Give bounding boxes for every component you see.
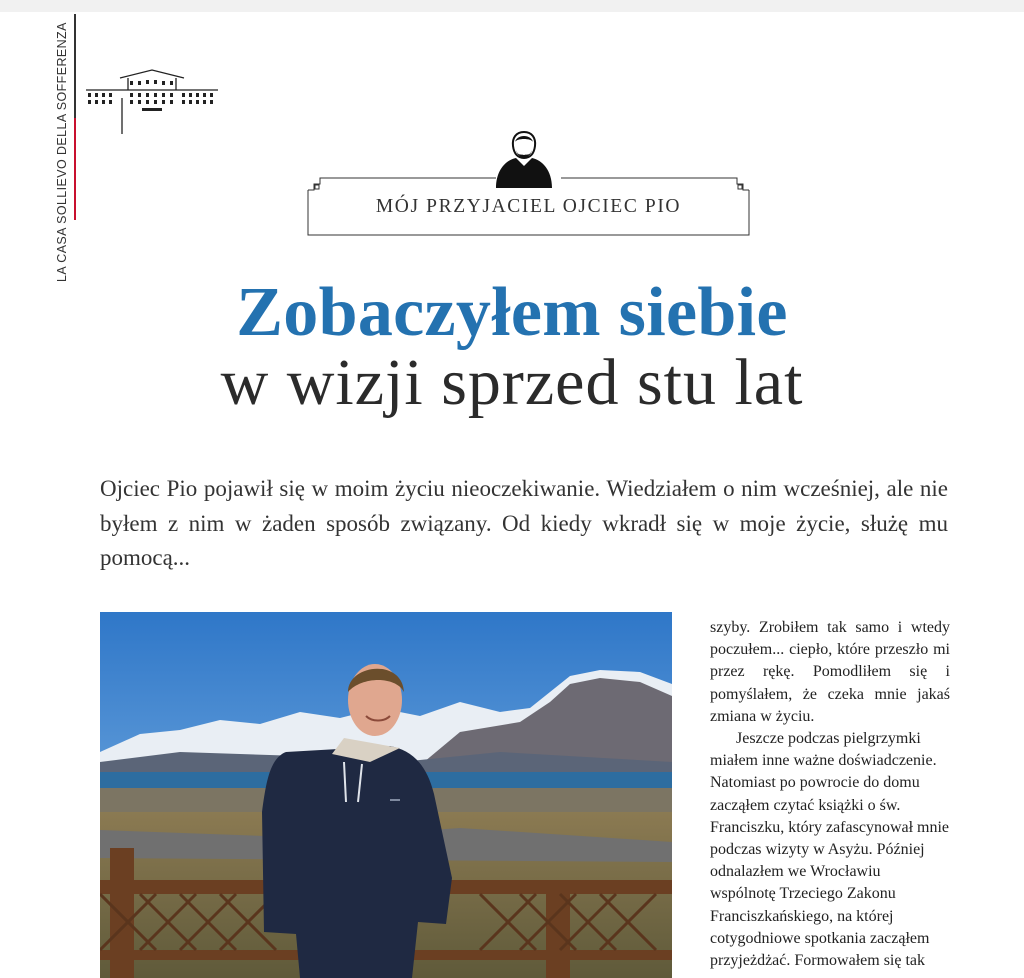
column-title: MÓJ PRZYJACIEL OJCIEC PIO bbox=[375, 196, 682, 217]
headline-line-2: w wizji sprzed stu lat bbox=[220, 346, 804, 419]
body-paragraph: Jeszcze podczas pielgrzymki miałem inne ważne doświadczenie. Natomiast po powrocie do domu zacząłem czytać książki o św. Franciszku, który zafascynował mnie podczas wizyty w Asyżu. Później odnalazłem we Wrocławiu wspólnotę Trzeciego Zakonu Franciszkańskiego, na której cotygodniowe spotkania zacząłem przyjeżdżać. Formowałem się tak bbox=[710, 730, 950, 970]
article-body-column bbox=[710, 617, 950, 972]
lead-paragraph: Ojciec Pio pojawił się w moim życiu nieoczekiwanie. Wiedziałem o nim wcześniej, ale nie byłem z nim w żaden sposób związany. Od kiedy wkradł się w moje życie, służę mu pomocą... bbox=[100, 476, 948, 570]
headline-line-1: Zobaczyłem siebie bbox=[236, 274, 788, 351]
article-photo bbox=[100, 612, 672, 978]
side-rule-accent bbox=[74, 118, 76, 220]
body-paragraph: szyby. Zrobiłem tak samo i wtedy poczułem... ciepło, które przeszło mi przez rękę. Pomodliłem się i pomyślałem, że czeka mnie jakaś zmiana w życiu. bbox=[710, 619, 950, 725]
side-label: LA CASA SOLLIEVO DELLA SOFFERENZA bbox=[55, 22, 69, 282]
hospital-building-icon bbox=[82, 68, 222, 136]
top-bar bbox=[0, 0, 1024, 12]
side-rule bbox=[74, 14, 76, 119]
